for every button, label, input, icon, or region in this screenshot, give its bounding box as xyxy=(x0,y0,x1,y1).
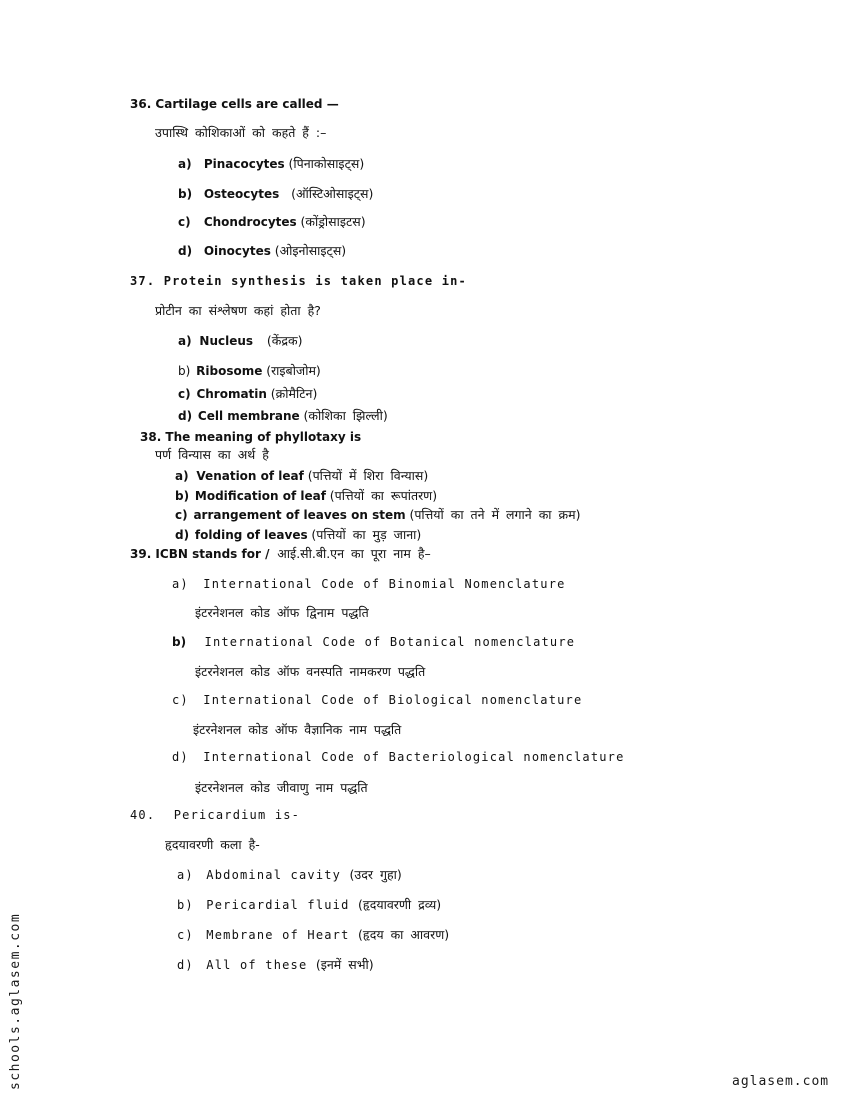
q39-option-a-hindi: इंटरनेशनल कोड ऑफ द्विनाम पद्धति xyxy=(195,605,369,620)
q40-option-c-text: Membrane of Heart xyxy=(206,928,350,942)
q39-option-a-letter: a) xyxy=(172,577,189,591)
q39-option-d-letter: d) xyxy=(172,750,189,764)
q37-option-b-text: Ribosome xyxy=(196,364,263,378)
q38-option-a-letter: a) xyxy=(175,469,189,483)
q39-option-a xyxy=(172,576,566,592)
q37-option-b-letter: b) xyxy=(178,364,191,378)
q38-title: 38. The meaning of phyllotaxy is xyxy=(140,430,362,444)
q40-title-line xyxy=(130,807,300,823)
q37-option-d-letter: d) xyxy=(178,409,193,423)
q40-option-c-hindi: (हृदय का आवरण) xyxy=(357,927,450,942)
q37-option-b xyxy=(178,363,321,379)
q36-option-a-letter: a) xyxy=(178,157,192,171)
q37-option-c-text: Chromatin xyxy=(196,387,267,401)
q38-option-a xyxy=(175,468,428,484)
q37-title-hindi: प्रोटीन का संश्लेषण कहां होता है? xyxy=(155,303,321,318)
q36-option-c-text: Chondrocytes xyxy=(203,215,297,229)
q38-option-c xyxy=(175,507,580,523)
q39-title: 39. ICBN stands for / xyxy=(130,547,270,561)
q36-option-c-hindi: (कोंड्रोसाइटस) xyxy=(300,214,366,229)
q39-option-c-hindi: इंटरनेशनल कोड ऑफ वैज्ञानिक नाम पद्धति xyxy=(193,722,402,737)
q40-title: Pericardium is- xyxy=(173,808,301,822)
q39-option-c-letter: c) xyxy=(172,693,189,707)
q36-option-b-letter: b) xyxy=(178,187,193,201)
q38-option-b-letter: b) xyxy=(175,489,190,503)
q40-option-d-hindi: (इनमें सभी) xyxy=(315,957,374,972)
q36-option-b-hindi: (ऑस्टिओसाइट्स) xyxy=(291,186,374,201)
q40-option-a-text: Abdominal cavity xyxy=(206,868,342,882)
q36-option-c-letter: c) xyxy=(178,215,191,229)
q39-option-b-hindi: इंटरनेशनल कोड ऑफ वनस्पति नामकरण पद्धति xyxy=(195,664,426,679)
q39-option-c xyxy=(172,692,582,708)
q40-option-b-hindi: (हृदयावरणी द्रव्य) xyxy=(357,897,442,912)
q37-option-b-hindi: (राइबोजोम) xyxy=(266,363,321,378)
q36-option-b xyxy=(178,186,373,202)
q39-option-b-letter: b) xyxy=(172,635,187,649)
q40-option-d-letter: d) xyxy=(177,958,194,972)
q40-option-c xyxy=(177,927,449,943)
q37-option-a xyxy=(178,333,302,349)
q40-option-a-hindi: (उदर गुहा) xyxy=(349,867,402,882)
q37-option-c-letter: c) xyxy=(178,387,191,401)
q37-option-d-text: Cell membrane xyxy=(197,409,300,423)
q38-option-c-letter: c) xyxy=(175,508,188,522)
q39-option-c-text: International Code of Biological nomenclature xyxy=(203,693,583,707)
watermark-bottom: aglasem.com xyxy=(732,1074,830,1089)
q38-option-c-hindi: (पत्तियों का तने में लगाने का क्रम) xyxy=(409,507,581,522)
q40-option-a xyxy=(177,867,402,883)
q38-title-hindi: पर्ण विन्यास का अर्थ है xyxy=(155,447,269,462)
q38-option-d-letter: d) xyxy=(175,528,190,542)
q36-option-d-text: Oinocytes xyxy=(203,244,271,258)
q37-option-a-hindi: (केंद्रक) xyxy=(266,333,303,348)
q40-option-b-letter: b) xyxy=(177,898,194,912)
q38-option-a-text: Venation of leaf xyxy=(196,469,304,483)
q37-option-a-text: Nucleus xyxy=(199,334,254,348)
q36-option-d xyxy=(178,243,346,259)
q37-option-d xyxy=(178,408,388,424)
q40-title-hindi: हृदयावरणी कला है- xyxy=(165,837,260,852)
q39-option-b-text: International Code of Botanical nomenclature xyxy=(204,635,576,649)
q36-option-d-hindi: (ओइनोसाइट्स) xyxy=(274,243,347,258)
q36-title: 36. Cartilage cells are called — xyxy=(130,97,339,111)
q40-option-c-letter: c) xyxy=(177,928,194,942)
q38-option-a-hindi: (पत्तियों में शिरा विन्यास) xyxy=(307,468,429,483)
q37-option-c xyxy=(178,386,317,402)
q39-option-d-hindi: इंटरनेशनल कोड जीवाणु नाम पद्धति xyxy=(195,780,368,795)
q36-title-hindi: उपास्थि कोशिकाओं को कहते हैं :– xyxy=(155,125,327,140)
q36-option-a-hindi: (पिनाकोसाइट्स) xyxy=(288,156,365,171)
q40-option-b-text: Pericardial fluid xyxy=(206,898,350,912)
q37-option-a-letter: a) xyxy=(178,334,192,348)
q39-title-line xyxy=(130,546,431,562)
q39-option-b xyxy=(172,634,575,650)
q39-option-d xyxy=(172,749,625,765)
q40-option-d xyxy=(177,957,374,973)
q38-option-b xyxy=(175,488,437,504)
q39-option-d-text: International Code of Bacteriological nomenclature xyxy=(203,750,625,764)
q36-option-d-letter: d) xyxy=(178,244,193,258)
q36-option-a-text: Pinacocytes xyxy=(203,157,285,171)
q38-option-b-hindi: (पत्तियों का रूपांतरण) xyxy=(329,488,438,503)
q40-number: 40. xyxy=(130,808,156,822)
q38-option-c-text: arrangement of leaves on stem xyxy=(193,508,406,522)
q38-option-b-text: Modification of leaf xyxy=(194,489,326,503)
q40-option-d-text: All of these xyxy=(206,958,308,972)
watermark-left: schools.aglasem.com xyxy=(8,912,23,1090)
q38-option-d-text: folding of leaves xyxy=(194,528,308,542)
q36-option-c xyxy=(178,214,366,230)
q39-title-hindi: आई.सी.बी.एन का पूरा नाम है– xyxy=(277,546,431,561)
q36-option-b-text: Osteocytes xyxy=(203,187,280,201)
q38-option-d-hindi: (पत्तियों का मुड़ जाना) xyxy=(311,527,422,542)
q39-option-a-text: International Code of Binomial Nomenclature xyxy=(203,577,566,591)
q38-option-d xyxy=(175,527,421,543)
q37-title: 37. Protein synthesis is taken place in- xyxy=(130,274,467,288)
q37-option-d-hindi: (कोशिका झिल्ली) xyxy=(303,408,388,423)
q37-option-c-hindi: (क्रोमैटिन) xyxy=(270,386,318,401)
q36-option-a xyxy=(178,156,364,172)
q40-option-a-letter: a) xyxy=(177,868,194,882)
q40-option-b xyxy=(177,897,441,913)
